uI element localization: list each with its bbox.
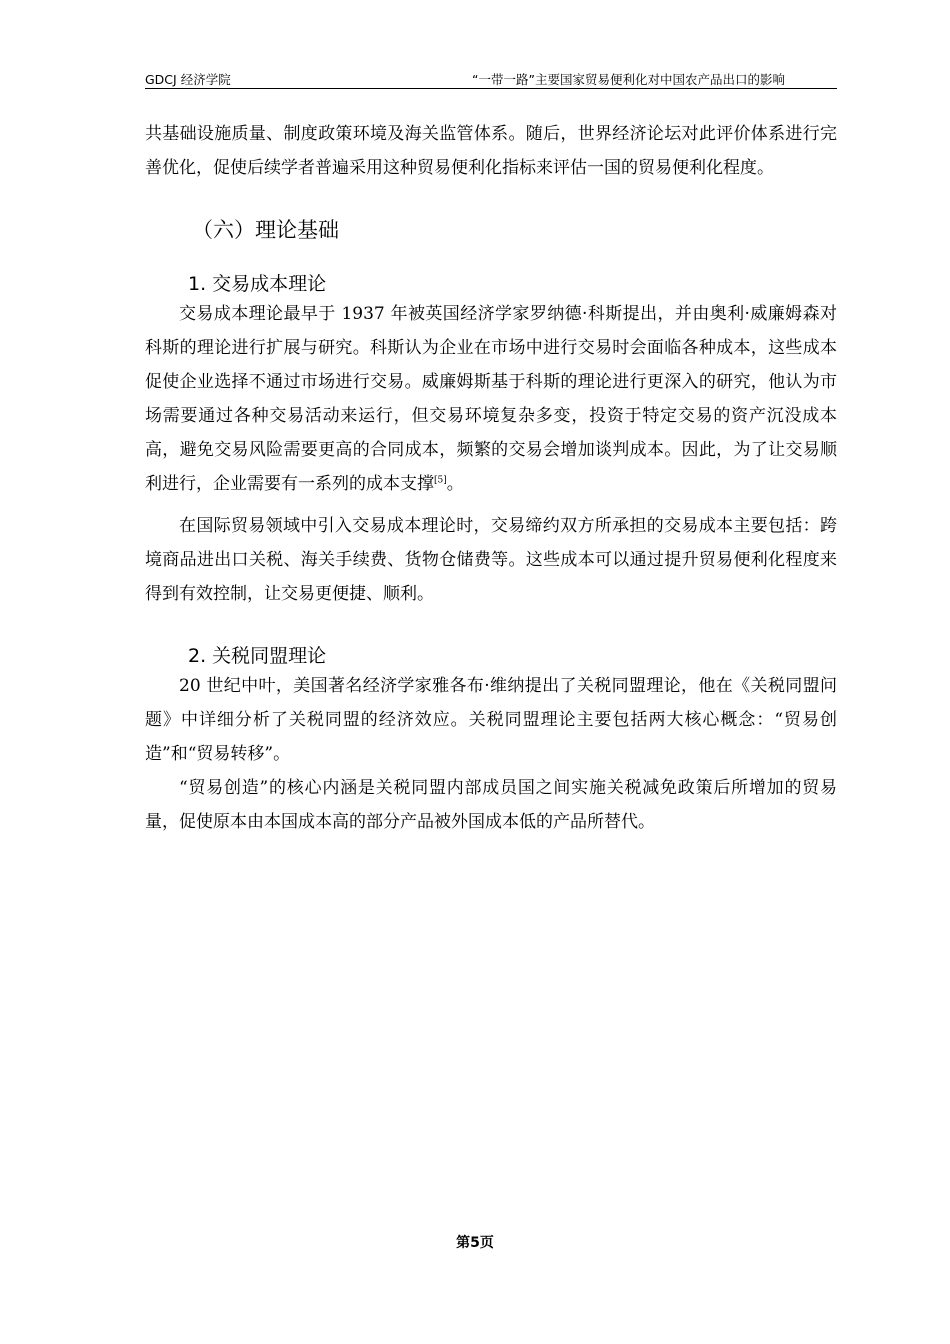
intro-paragraph: 共基础设施质量、制度政策环境及海关监管体系。随后，世界经济论坛对此评价体系进行完善优化，促使后续学者普遍采用这种贸易便利化指标来评估一国的贸易便利化程度。 [145,124,837,178]
citation-marker: [5] [434,475,447,486]
customs-union-paragraph-2: “贸易创造”的核心内涵是关税同盟内部成员国之间实施关税减免政策后所增加的贸易量，促使原本由本国成本高的部分产品被外国成本低的产品所替代。 [145,778,837,832]
transaction-cost-paragraph-1 [145,297,837,501]
page-number: 第5页 [456,1235,494,1251]
subsection-heading-customs-union: 2. 关税同盟理论 [188,645,327,667]
transaction-cost-paragraph-1-end: 。 [446,474,464,494]
header-thesis-title: “一带一路”主要国家贸易便利化对中国农产品出口的影响 [472,72,785,87]
section-heading-theory: （六）理论基础 [192,218,339,242]
document-body [145,117,837,839]
subsection-heading-transaction-cost: 1. 交易成本理论 [188,273,327,295]
transaction-cost-paragraph-1-text: 交易成本理论最早于 1937 年被英国经济学家罗纳德·科斯提出，并由奥利·威廉姆森对科斯的理论进行扩展与研究。科斯认为企业在市场中进行交易时会面临各种成本，这些成本促使企业选择不通过市场进行交易。威廉姆斯基于科斯的理论进行更深入的研究，他认为市场需要通过各种交易活动来运行，但交易环境复杂多变，投资于特定交易的资产沉没成本高，避免交易风险需要更高的合同成本，频繁的交易会增加谈判成本。因此，为了让交易顺利进行，企业需要有一系列的成本支撑 [145,304,837,494]
transaction-cost-paragraph-2: 在国际贸易领域中引入交易成本理论时，交易缔约双方所承担的交易成本主要包括：跨境商品进出口关税、海关手续费、货物仓储费等。这些成本可以通过提升贸易便利化程度来得到有效控制，让交易更便捷、顺利。 [145,516,837,604]
header-school-name: GDCJ 经济学院 [145,72,231,87]
page-header [145,68,837,89]
customs-union-paragraph-1: 20 世纪中叶，美国著名经济学家雅各布·维纳提出了关税同盟理论，他在《关税同盟问题》中详细分析了关税同盟的经济效应。关税同盟理论主要包括两大核心概念：“贸易创造”和“贸易转移”。 [145,676,837,764]
